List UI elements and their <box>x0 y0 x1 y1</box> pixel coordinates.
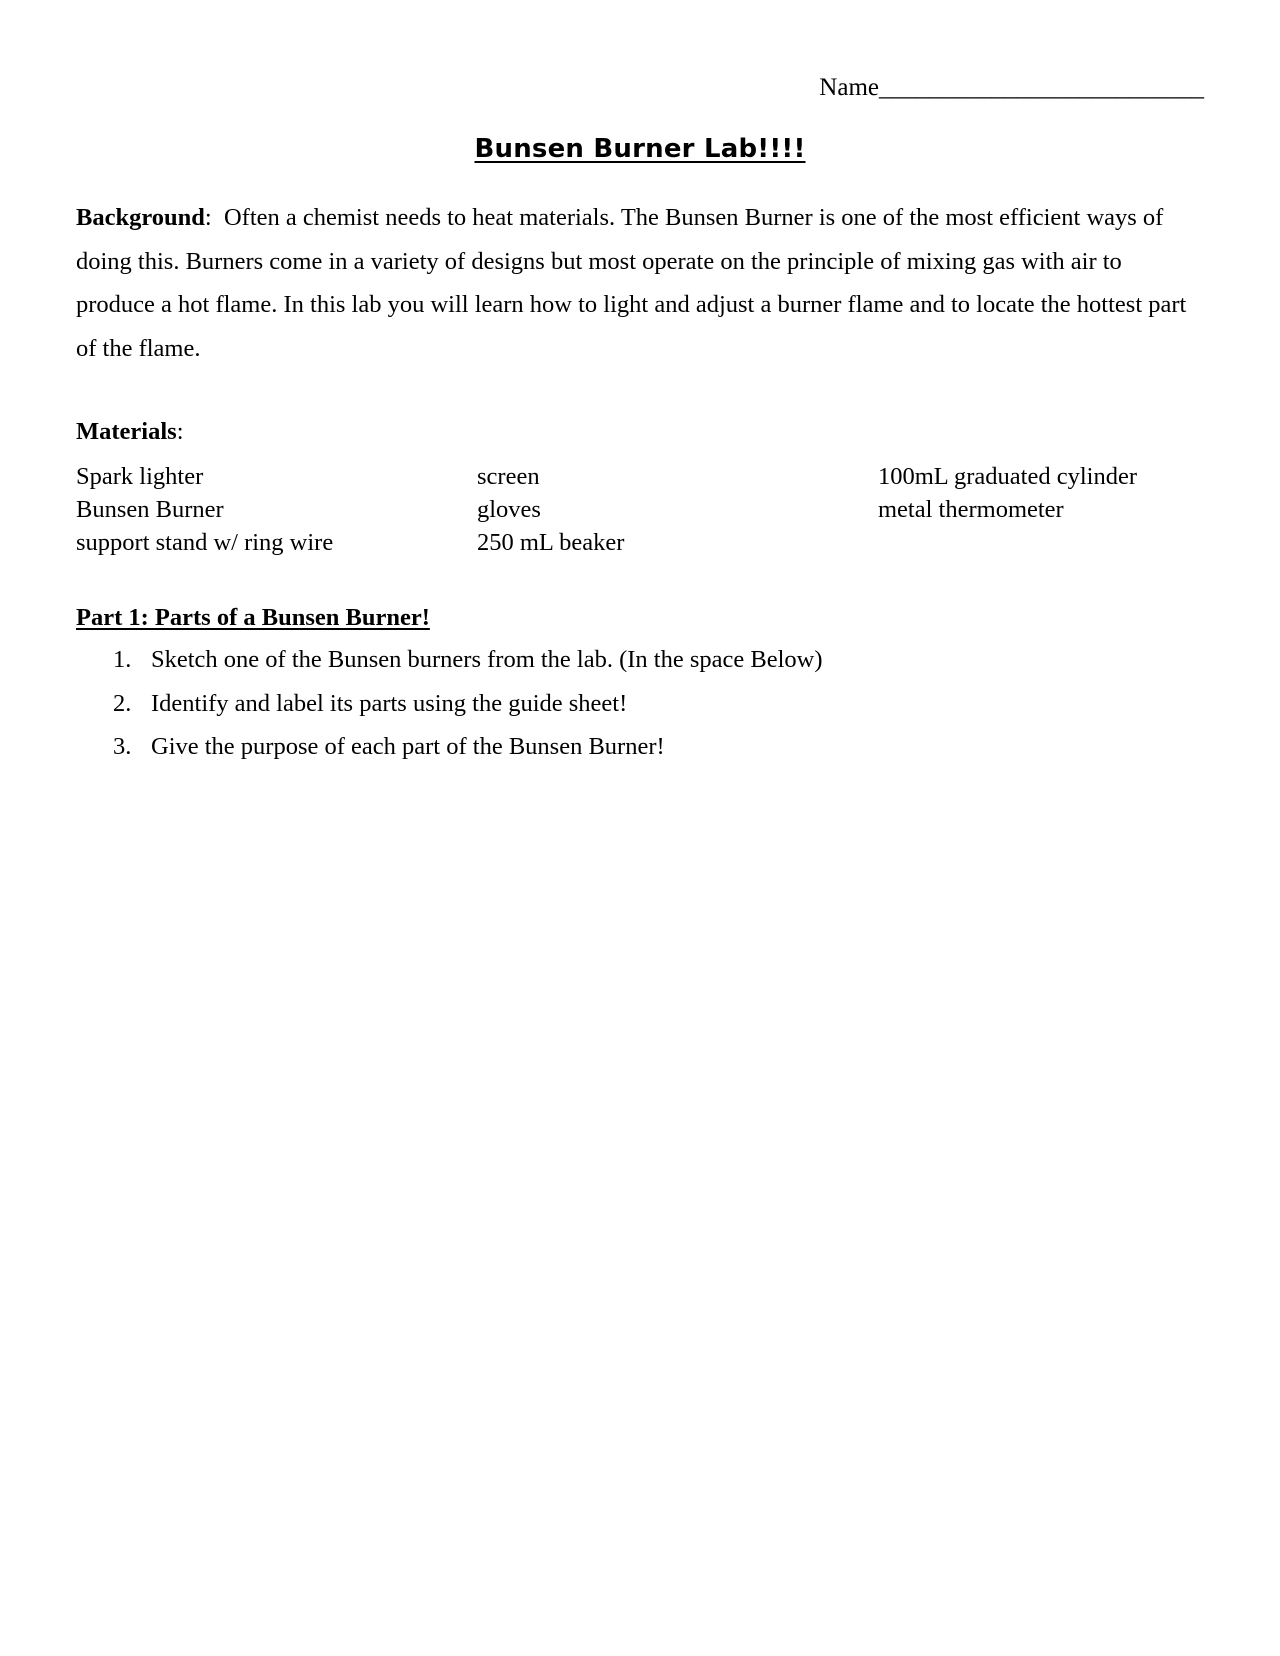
material-item: 250 mL beaker <box>477 529 625 556</box>
material-item: screen <box>477 463 540 490</box>
background-separator: : <box>204 204 212 231</box>
material-item: Bunsen Burner <box>76 496 224 523</box>
materials-column-3 <box>878 460 1137 526</box>
material-item: Spark lighter <box>76 463 204 490</box>
name-field-line: Name__________________________ <box>819 74 1204 101</box>
step-number: 2. <box>113 689 132 717</box>
step-number: 3. <box>113 733 132 760</box>
part1-heading: Part 1: Parts of a Bunsen Burner! <box>76 604 430 631</box>
page-title: Bunsen Burner Lab!!!! <box>474 134 806 164</box>
material-item: metal thermometer <box>878 496 1064 523</box>
step-text: Sketch one of the Bunsen burners from the lab. (In the space Below) <box>151 646 823 673</box>
materials-column-2 <box>477 460 624 559</box>
materials-column-1 <box>76 460 333 559</box>
materials-heading <box>76 418 184 446</box>
material-item: 100mL graduated cylinder <box>878 463 1137 490</box>
materials-label: Materials <box>76 418 177 445</box>
step-number: 1. <box>113 646 132 673</box>
material-item: support stand w/ ring wire <box>76 529 334 556</box>
background-text: Often a chemist needs to heat materials. The Bunsen Burner is one of the most efficient ways of doing this. Burners come in a variety of designs but most operate on the principle of mixing gas with air to produce a hot flame. In this lab you will learn how to light and adjust a burner flame and to locate the hottest part of the flame. <box>76 204 1187 362</box>
material-item: gloves <box>477 496 541 523</box>
step-text: Give the purpose of each part of the Bunsen Burner! <box>151 733 665 760</box>
materials-separator: : <box>176 418 184 445</box>
background-paragraph <box>76 196 1206 370</box>
step-text: Identify and label its parts using the guide sheet! <box>151 689 628 717</box>
background-label: Background <box>76 204 205 231</box>
